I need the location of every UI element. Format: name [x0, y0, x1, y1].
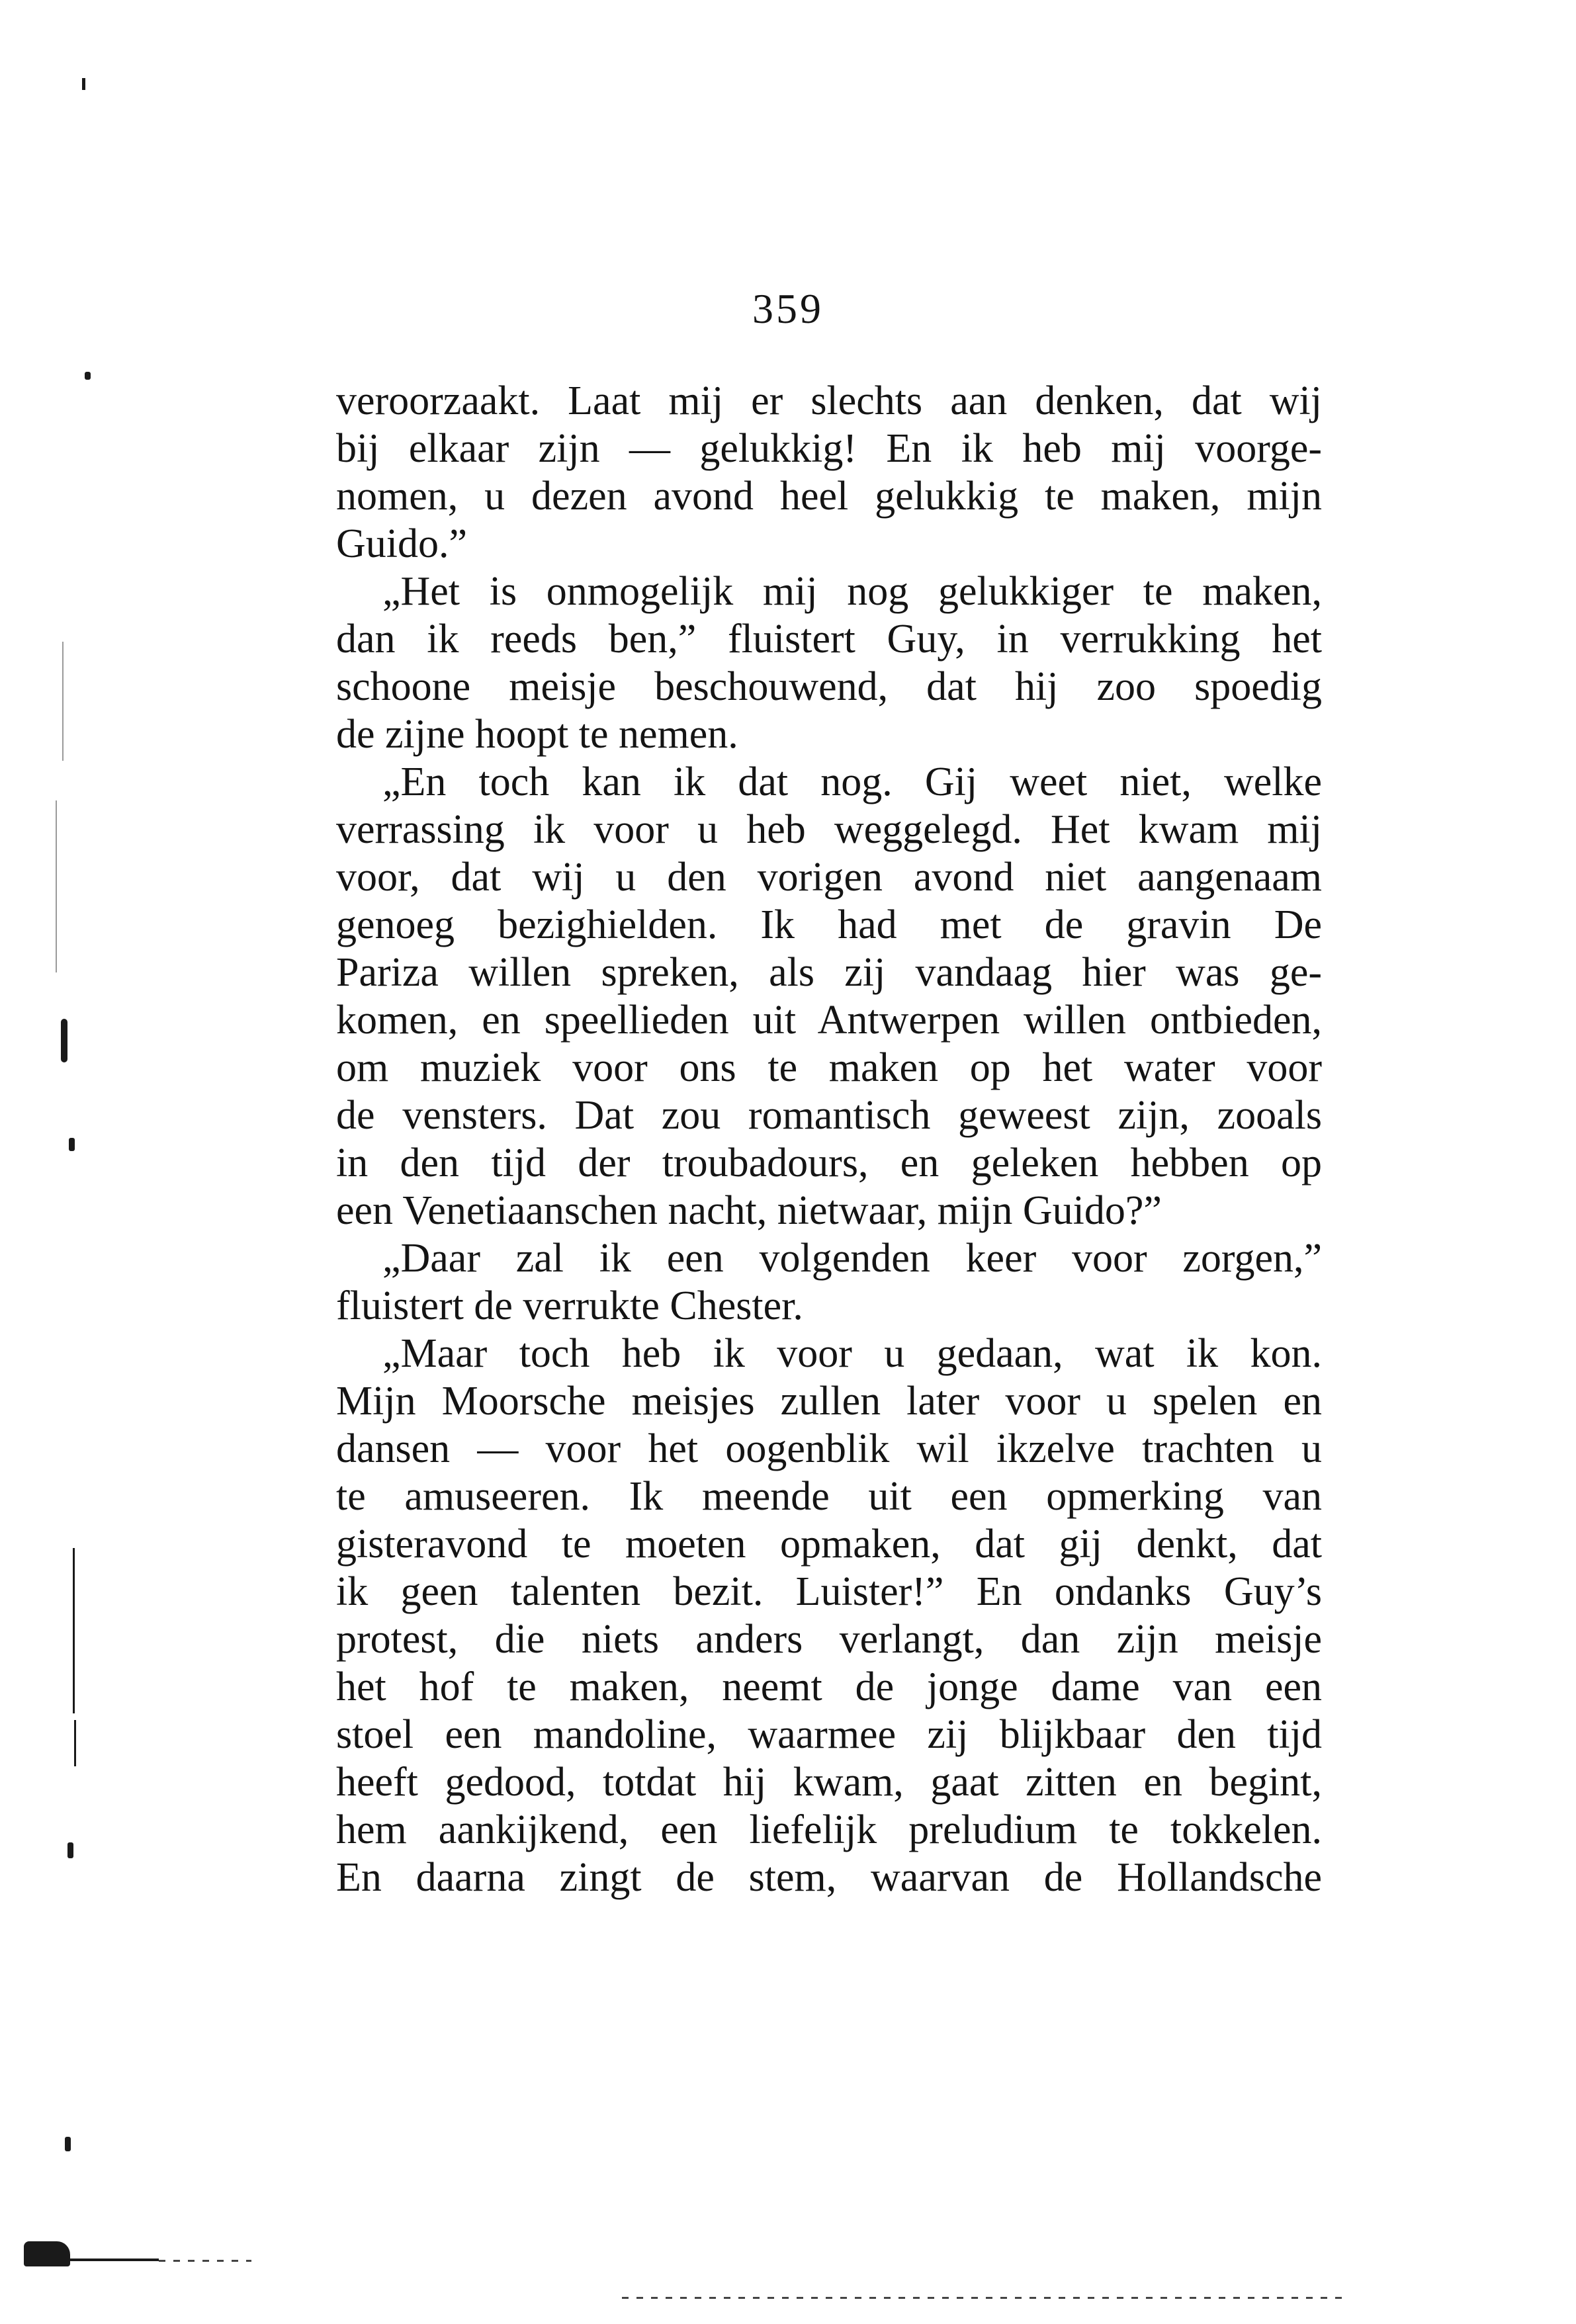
text-line: Pariza willen spreken, als zij vandaag hier was ge-	[336, 950, 1322, 995]
text-line: ik geen talenten bezit. Luister!” En ondanks Guy’s	[336, 1569, 1322, 1614]
text-line: in den tijd der troubadours, en geleken hebben op	[336, 1140, 1322, 1185]
text-line: stoel een mandoline, waarmee zij blijkbaar den tijd	[336, 1712, 1322, 1757]
scan-speck	[82, 78, 85, 90]
scan-dots	[622, 2297, 1350, 2299]
text-line: de vensters. Dat zou romantisch geweest zijn, zooals	[336, 1093, 1322, 1138]
text-line: komen, en speellieden uit Antwerpen willen ontbieden,	[336, 998, 1322, 1043]
scan-dots	[159, 2260, 251, 2262]
text-line: „Daar zal ik een volgenden keer voor zorgen,”	[382, 1236, 1322, 1281]
text-line: genoeg bezighielden. Ik had met de gravin De	[336, 902, 1322, 947]
scan-line	[74, 1720, 76, 1766]
text-line: nomen, u dezen avond heel gelukkig te maken, mijn	[336, 474, 1322, 519]
text-line: de zijne hoopt te nemen.	[336, 712, 738, 757]
text-line: schoone meisje beschouwend, dat hij zoo spoedig	[336, 664, 1322, 709]
text-line: „En toch kan ik dat nog. Gij weet niet, welke	[382, 759, 1322, 804]
text-line: verrassing ik voor u heb weggelegd. Het kwam mij	[336, 807, 1322, 852]
text-line: Mijn Moorsche meisjes zullen later voor u spelen en	[336, 1379, 1322, 1424]
text-line: Guido.”	[336, 521, 468, 566]
text-line: dansen — voor het oogenblik wil ikzelve trachten u	[336, 1426, 1322, 1471]
text-line: gisteravond te moeten opmaken, dat gij denkt, dat	[336, 1522, 1322, 1567]
text-line: „Het is onmogelijk mij nog gelukkiger te maken,	[382, 569, 1322, 614]
text-line: bij elkaar zijn — gelukkig! En ik heb mij voorge-	[336, 426, 1322, 471]
scan-line	[56, 800, 57, 972]
text-line: dan ik reeds ben,” fluistert Guy, in verrukking het	[336, 617, 1322, 662]
text-line: het hof te maken, neemt de jonge dame van een	[336, 1664, 1322, 1709]
text-line: om muziek voor ons te maken op het water voor	[336, 1045, 1322, 1090]
scan-line	[73, 1548, 75, 1713]
text-line: protest, die niets anders verlangt, dan zijn meisje	[336, 1617, 1322, 1662]
text-line: fluistert de verrukte Chester.	[336, 1283, 803, 1328]
text-line: veroorzaakt. Laat mij er slechts aan denken, dat wij	[336, 378, 1322, 423]
scan-speck	[67, 1842, 73, 1858]
text-line: heeft gedood, totdat hij kwam, gaat zitten en begint,	[336, 1760, 1322, 1805]
text-line: te amuseeren. Ik meende uit een opmerking van	[336, 1474, 1322, 1519]
text-line: voor, dat wij u den vorigen avond niet aangenaam	[336, 855, 1322, 900]
page-number: 359	[752, 285, 824, 332]
scan-speck	[65, 2137, 71, 2151]
scan-line	[66, 2259, 159, 2261]
scan-speck	[85, 372, 91, 380]
scan-speck	[61, 1019, 67, 1062]
scan-speck	[69, 1138, 75, 1151]
text-line: En daarna zingt de stem, waarvan de Hollandsche	[336, 1855, 1322, 1900]
text-line: „Maar toch heb ik voor u gedaan, wat ik kon.	[382, 1331, 1322, 1376]
text-line: een Venetiaanschen nacht, nietwaar, mijn Guido?”	[336, 1188, 1162, 1233]
scan-line	[62, 642, 64, 761]
body-text	[336, 377, 1322, 1901]
text-line: hem aankijkend, een liefelijk preludium te tokkelen.	[336, 1807, 1322, 1852]
scan-smudge	[24, 2241, 70, 2266]
